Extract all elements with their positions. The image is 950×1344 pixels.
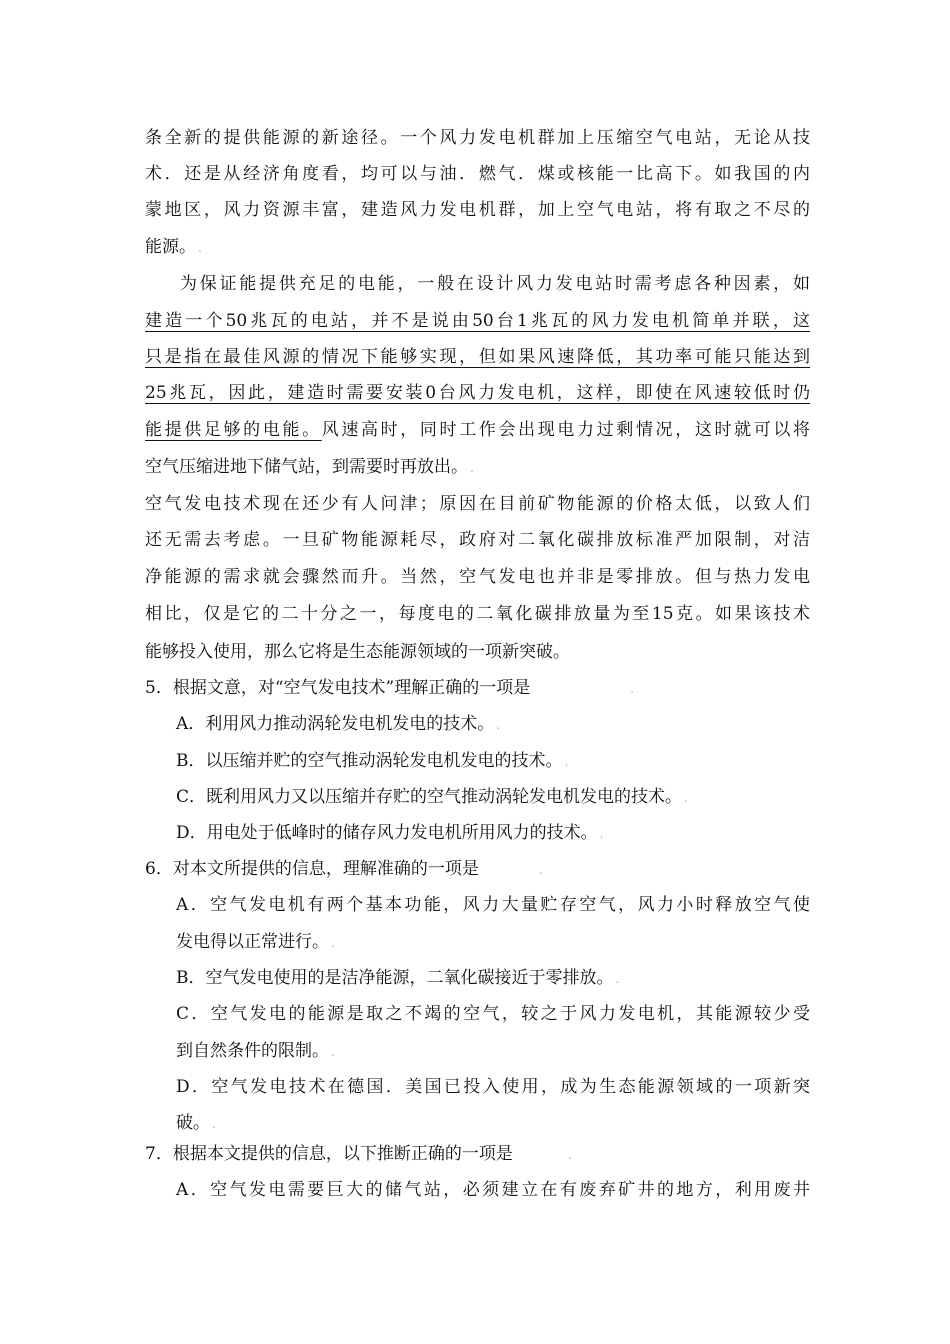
paragraph-mark: . — [331, 936, 335, 950]
paragraph-mark: . — [470, 461, 474, 475]
paragraph-mark: . — [331, 1045, 335, 1059]
question-6-option-d-line-2 — [176, 1111, 810, 1136]
question-6-stem-text: 6．对本文所提供的信息，理解准确的一项是 — [145, 859, 479, 879]
paragraph-2-line-1: 为保证能提供充足的电能，一般在设计风力发电站时需考虑各种因素，如 — [180, 274, 810, 294]
paragraph-mark: . — [615, 972, 620, 986]
paragraph-3-line-4: 相比，仅是它的二十分之一，每度电的二氧化碳排放量为至15克。如果该技术 — [145, 604, 810, 624]
option-text: 破。 — [176, 1113, 210, 1133]
paragraph-1-line-3: 蒙地区，风力资源丰富，建造风力发电机群，加上空气电站，将有取之不尽的 — [145, 200, 810, 220]
paragraph-2-line-6-text: 空气压缩进地下储气站，到需要时再放出。 — [145, 457, 468, 477]
question-7-option-a-line-1: A．空气发电需要巨大的储气站，必须建立在有废弃矿井的地方，利用废井 — [176, 1180, 810, 1200]
question-6-option-a-line-1: A．空气发电机有两个基本功能，风力大量贮存空气，风力小时释放空气使 — [176, 895, 810, 915]
paragraph-2-line-5-rest: 风速高时，同时工作会出现电力过剩情况，这时就可以将 — [321, 420, 811, 440]
paragraph-1-line-2: 术．还是从经济角度看，均可以与油．燃气．煤或核能一比高下。如我国的内 — [145, 164, 810, 184]
question-5-stem-text: 5．根据文意，对“空气发电技术”理解正确的一项是 — [145, 678, 531, 698]
question-6-option-b — [176, 966, 810, 991]
question-7-stem-text: 7．根据本文提供的信息，以下推断正确的一项是 — [145, 1144, 513, 1164]
option-text: C．既利用风力又以压缩并存贮的空气推动涡轮发电机发电的技术。 — [176, 787, 683, 807]
paragraph-mark: . — [212, 1117, 216, 1131]
paragraph-1-line-1: 条全新的提供能源的新途径。一个风力发电机群加上压缩空气电站，无论从技 — [145, 128, 810, 148]
answer-blank-mark: . — [630, 682, 635, 696]
question-6-option-a-line-2 — [176, 930, 810, 955]
question-5-option-b — [176, 749, 810, 774]
paragraph-mark: . — [496, 718, 501, 732]
option-text: D．用电处于低峰时的储存风力发电机所用风力的技术。 — [176, 823, 598, 843]
paragraph-3-line-5: 能够投入使用，那么它将是生态能源领域的一项新突破。 — [145, 642, 570, 662]
question-6-option-c-line-2 — [176, 1039, 810, 1064]
question-5-option-d — [176, 821, 810, 846]
paragraph-3-line-3: 净能源的需求就会骤然而升。当然，空气发电也并非是零排放。但与热力发电 — [145, 567, 810, 587]
paragraph-mark: . — [564, 755, 569, 769]
paragraph-2-underlined-line-2: 只是指在最佳风源的情况下能够实现，但如果风速降低，其功率可能只能达到 — [145, 347, 810, 367]
option-text: B．以压缩并贮的空气推动涡轮发电机发电的技术。 — [176, 751, 563, 771]
option-text: 到自然条件的限制。 — [176, 1041, 329, 1061]
answer-blank-mark: . — [567, 1148, 572, 1162]
paragraph-2-line-6 — [145, 455, 810, 480]
question-6-option-c-line-1: C．空气发电的能源是取之不竭的空气，较之于风力发电机，其能源较少受 — [176, 1004, 810, 1024]
option-text: 发电得以正常进行。 — [176, 932, 329, 952]
paragraph-mark: . — [684, 791, 688, 805]
paragraph-mark: . — [198, 241, 202, 255]
paragraph-mark: . — [599, 827, 604, 841]
paragraph-3-line-1: 空气发电技术现在还少有人问津；原因在目前矿物能源的价格太低，以致人们 — [145, 494, 810, 514]
question-5-stem — [145, 676, 810, 701]
paragraph-2-underlined-line-3: 25兆瓦，因此，建造时需要安装0台风力发电机，这样，即使在风速较低时仍 — [145, 383, 810, 403]
question-6-stem — [145, 857, 810, 882]
underlined-sentence-end: 能提供足够的电能。 — [145, 420, 322, 440]
paragraph-1-line-4-text: 能源。 — [145, 237, 196, 257]
paragraph-1-line-4 — [145, 235, 810, 260]
option-text: B．空气发电使用的是洁净能源，二氧化碳接近于零排放。 — [176, 968, 614, 988]
option-text: A．利用风力推动涡轮发电机发电的技术。 — [176, 714, 495, 734]
paragraph-2-underlined-line-1: 建造一个50兆瓦的电站，并不是说由50台1兆瓦的风力发电机简单并联，这 — [145, 311, 810, 331]
paragraph-2-line-5 — [145, 418, 810, 442]
question-6-option-d-line-1: D．空气发电技术在德国．美国已投入使用，成为生态能源领域的一项新突 — [176, 1077, 810, 1097]
answer-blank-mark: . — [538, 863, 543, 877]
question-5-option-a — [176, 712, 810, 737]
question-7-stem — [145, 1142, 810, 1167]
question-5-option-c — [176, 785, 810, 810]
paragraph-3-line-2: 还无需去考虑。一旦矿物能源耗尽，政府对二氧化碳排放标准严加限制，对洁 — [145, 530, 810, 550]
